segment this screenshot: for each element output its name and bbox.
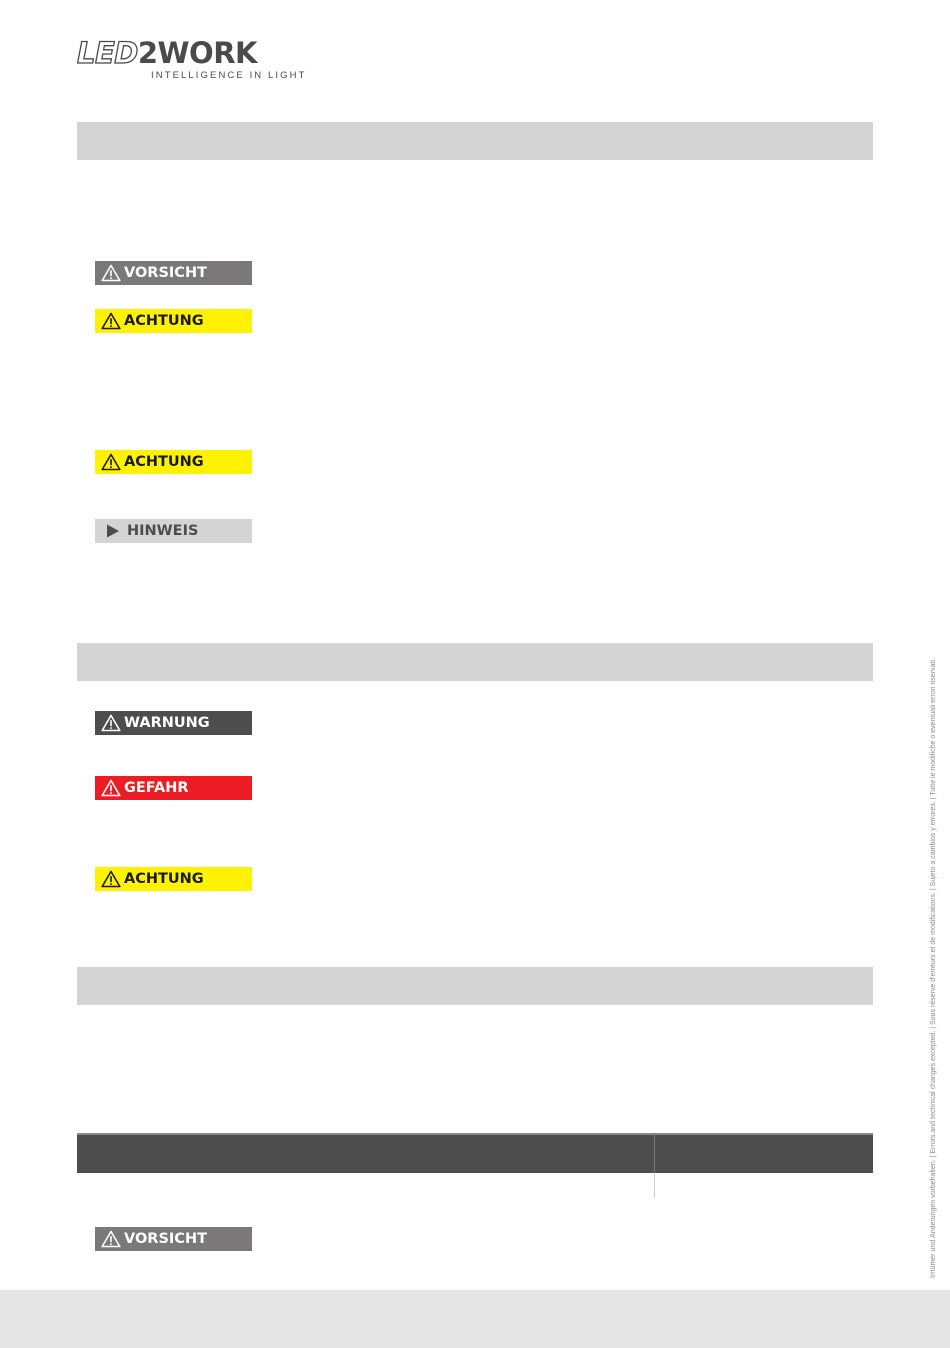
- section-header-bar-3: [77, 967, 873, 1005]
- logo-brand-text: 2WORK: [137, 36, 257, 70]
- achtung-label: [95, 867, 252, 891]
- achtung-label: [95, 309, 252, 333]
- warning-triangle-icon: [101, 870, 121, 888]
- achtung-label: [95, 450, 252, 474]
- vorsicht-label-text: VORSICHT: [124, 265, 207, 281]
- section-header-bar-1: [77, 122, 873, 160]
- warning-triangle-icon: [101, 453, 121, 471]
- warning-triangle-icon: [101, 264, 121, 282]
- hinweis-label-text: HINWEIS: [127, 523, 199, 539]
- warning-triangle-icon: [101, 779, 121, 797]
- logo-wordmark: [77, 38, 257, 68]
- table-top-rule: [77, 1133, 873, 1135]
- vorsicht-label: [95, 261, 252, 285]
- table-column-divider: [654, 1173, 655, 1198]
- legal-disclaimer: Irrtümer und Änderungen vorbehalten. | Errors and technical changes excepted. | Sous réserve d'erreurs et de modifications. | Sujeto a cambios y errores. | Tutte le modifiche o eventuali errori riservati.: [930, 658, 937, 1278]
- vorsicht-label: [95, 1227, 252, 1251]
- warnung-label: [95, 711, 252, 735]
- warning-triangle-icon: [101, 1230, 121, 1248]
- table-row: [77, 1173, 873, 1198]
- logo-led-text: LED: [77, 36, 138, 70]
- logo-tagline: INTELLIGENCE IN LIGHT: [151, 70, 307, 81]
- warning-triangle-icon: [101, 312, 121, 330]
- gefahr-label-text: GEFAHR: [124, 780, 189, 796]
- warning-triangle-icon: [101, 714, 121, 732]
- warnung-label-text: WARNUNG: [124, 715, 210, 731]
- play-triangle-icon: [106, 524, 120, 538]
- achtung-label-text: ACHTUNG: [124, 871, 204, 887]
- table-column-divider: [654, 1133, 655, 1173]
- hinweis-label: [95, 519, 252, 543]
- vorsicht-label-text: VORSICHT: [124, 1231, 207, 1247]
- section-header-bar-2: [77, 643, 873, 681]
- table-header: [77, 1133, 873, 1173]
- achtung-label-text: ACHTUNG: [124, 313, 204, 329]
- achtung-label-text: ACHTUNG: [124, 454, 204, 470]
- gefahr-label: [95, 776, 252, 800]
- page-footer: [0, 1290, 950, 1348]
- brand-logo: [77, 36, 307, 84]
